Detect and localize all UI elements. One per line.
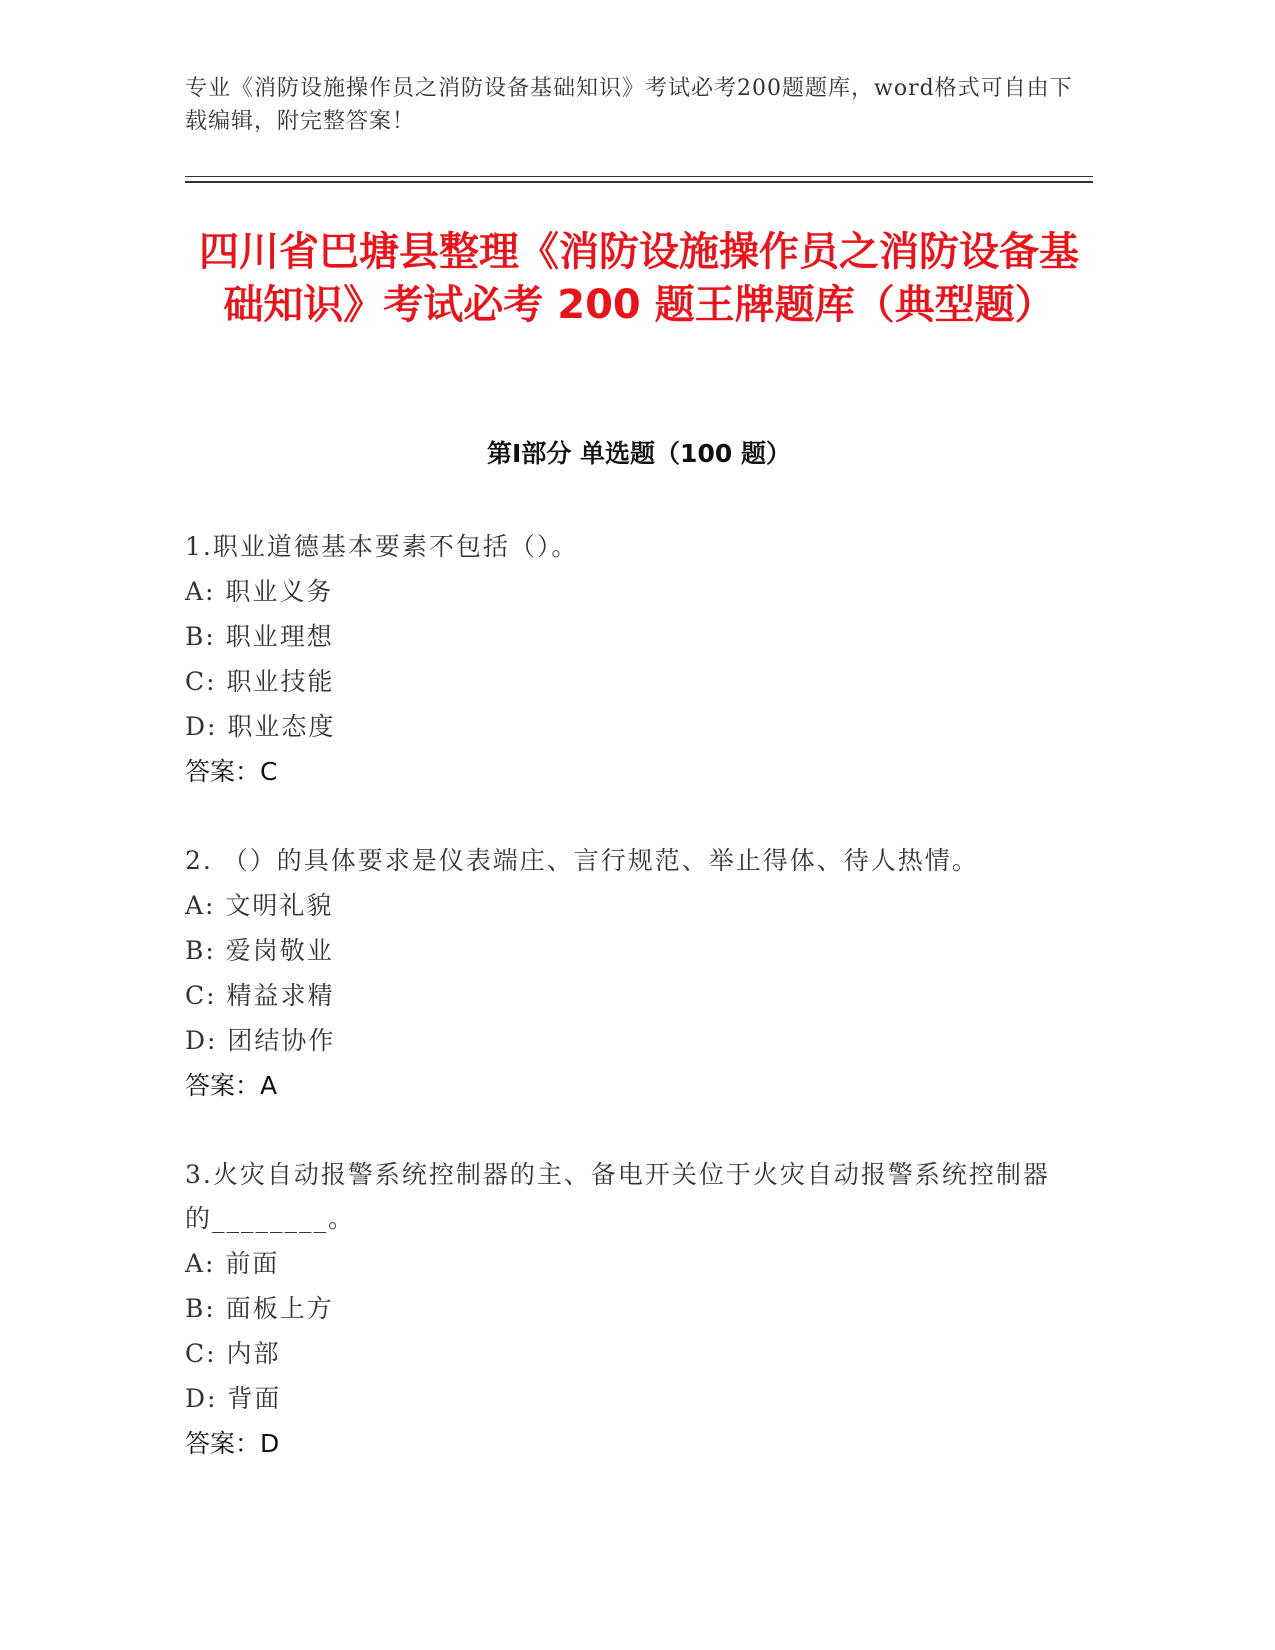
answer-line: 答案：C <box>185 757 278 786</box>
option-d: D: 团结协作 <box>185 1026 336 1055</box>
option-a: A: 文明礼貌 <box>185 891 334 920</box>
header-divider-thin <box>185 176 1093 177</box>
question-stem: 1.职业道德基本要素不包括（）。 <box>185 532 579 561</box>
option-b: B: 面板上方 <box>185 1294 334 1323</box>
question-item <box>185 525 1075 794</box>
option-c: C: 职业技能 <box>185 667 335 696</box>
option-d: D: 职业态度 <box>185 712 336 741</box>
question-list <box>185 525 1075 1511</box>
option-d: D: 背面 <box>185 1384 282 1413</box>
section-title: 第Ⅰ部分 单选题（100 题） <box>487 439 791 468</box>
option-a: A: 前面 <box>185 1249 280 1278</box>
question-stem: 2. （）的具体要求是仪表端庄、言行规范、举止得体、待人热情。 <box>185 846 979 875</box>
header-note: 专业《消防设施操作员之消防设备基础知识》考试必考200题题库，word格式可自由下载编辑，附完整答案！ <box>185 76 1073 134</box>
option-a: A: 职业义务 <box>185 577 334 606</box>
document-title: 四川省巴塘县整理《消防设施操作员之消防设备基础知识》考试必考 200 题王牌题库（典型题） <box>199 229 1079 328</box>
answer-line: 答案：D <box>185 1429 280 1458</box>
option-b: B: 职业理想 <box>185 622 334 651</box>
question-stem: 3.火灾自动报警系统控制器的主、备电开关位于火灾自动报警系统控制器的________。 <box>185 1160 1050 1233</box>
question-item <box>185 839 1075 1108</box>
answer-line: 答案：A <box>185 1071 278 1100</box>
option-c: C: 内部 <box>185 1339 281 1368</box>
option-b: B: 爱岗敬业 <box>185 936 334 965</box>
option-c: C: 精益求精 <box>185 981 335 1010</box>
header-divider-thick <box>185 181 1093 183</box>
question-item <box>185 1153 1075 1466</box>
